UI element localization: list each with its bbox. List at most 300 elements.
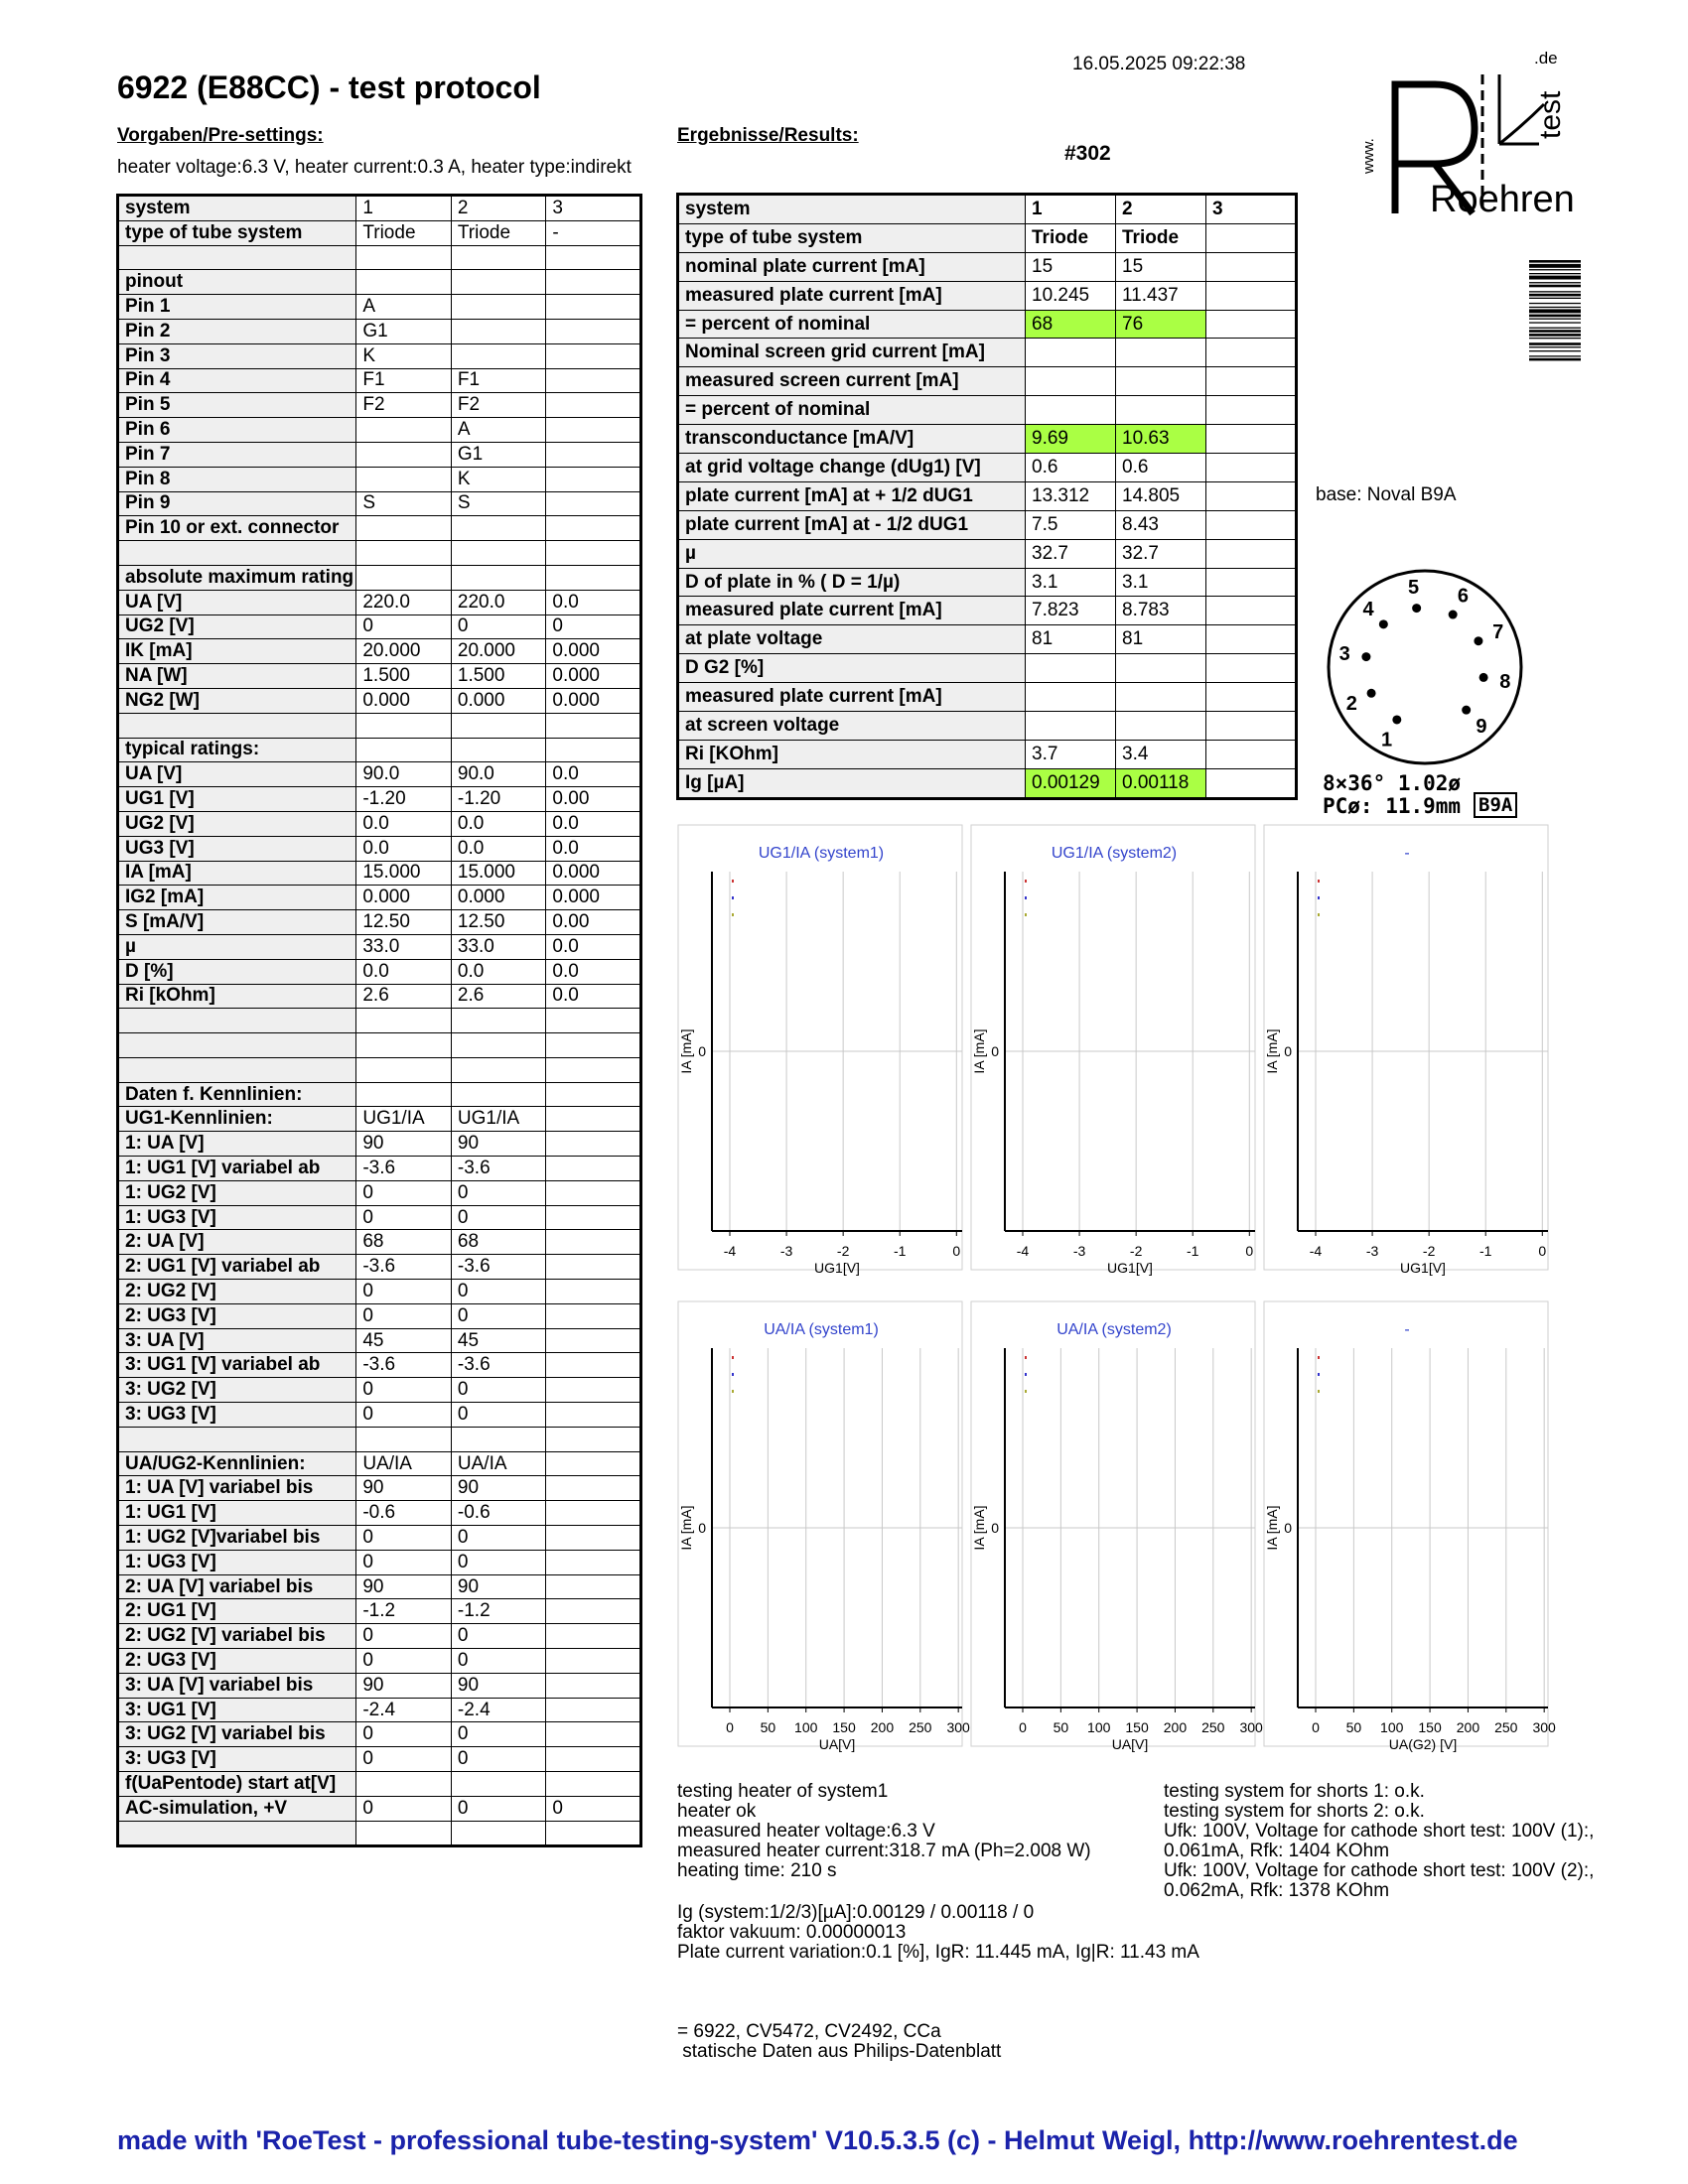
cell-system-3: 0.0 bbox=[546, 934, 641, 959]
presettings-row bbox=[118, 1673, 641, 1698]
row-label: 2: UG1 [V] bbox=[118, 1599, 356, 1624]
row-label: Pin 10 or ext. connector bbox=[118, 516, 356, 541]
cell-system-1: 20.000 bbox=[356, 639, 452, 664]
row-label: plate current [mA] at - 1/2 dUG1 bbox=[678, 510, 1026, 539]
cell-system-3 bbox=[546, 1280, 641, 1304]
y-tick-label: 0 bbox=[1284, 1520, 1292, 1536]
cell-system-3 bbox=[546, 270, 641, 295]
cell-system-2: 8.783 bbox=[1116, 597, 1206, 625]
x-tick-label: -2 bbox=[836, 1243, 850, 1259]
row-label: f(UaPentode) start at[V] bbox=[118, 1772, 356, 1797]
cell-system-3: 0.000 bbox=[546, 861, 641, 886]
results-row bbox=[678, 768, 1297, 798]
x-axis-label: UA(G2) [V] bbox=[1388, 1736, 1458, 1752]
cell-system-2: -1.20 bbox=[451, 787, 546, 812]
cell-system-3 bbox=[1206, 625, 1297, 654]
results-row bbox=[678, 740, 1297, 768]
base-pin-number: 2 bbox=[1345, 692, 1357, 715]
cell-system-1: 0 bbox=[356, 614, 452, 639]
cell-system-3: 0 bbox=[546, 614, 641, 639]
x-tick-label: 50 bbox=[760, 1719, 776, 1735]
cell-system-1: 0.6 bbox=[1026, 454, 1116, 482]
x-tick-label: 200 bbox=[1163, 1719, 1188, 1735]
row-label: 2: UG2 [V] bbox=[118, 1280, 356, 1304]
y-axis-label: IA [mA] bbox=[678, 1028, 694, 1074]
cell-system-1 bbox=[356, 1821, 452, 1846]
cell-system-1: 90 bbox=[356, 1673, 452, 1698]
cell-system-1 bbox=[356, 738, 452, 762]
logo-de: .de bbox=[1534, 49, 1558, 68]
cell-system-2: 0.6 bbox=[1116, 454, 1206, 482]
y-axis-label: IA [mA] bbox=[678, 1505, 694, 1551]
cell-system-3 bbox=[546, 713, 641, 738]
cell-system-1: 1.500 bbox=[356, 664, 452, 689]
results-row bbox=[678, 539, 1297, 568]
row-label: 3: UG3 [V] bbox=[118, 1403, 356, 1428]
barcode-bar bbox=[1529, 291, 1581, 292]
presettings-row bbox=[118, 343, 641, 368]
cell-system-3 bbox=[546, 1107, 641, 1132]
presettings-row bbox=[118, 713, 641, 738]
row-label: pinout bbox=[118, 270, 356, 295]
grid-current-notes bbox=[677, 1903, 1199, 1963]
presettings-row bbox=[118, 467, 641, 491]
cell-system-3 bbox=[546, 1427, 641, 1451]
row-label: measured plate current [mA] bbox=[678, 683, 1026, 712]
presettings-row bbox=[118, 959, 641, 984]
row-label bbox=[118, 245, 356, 270]
presettings-row bbox=[118, 590, 641, 614]
presettings-row bbox=[118, 664, 641, 689]
x-axis-label: UG1[V] bbox=[814, 1260, 860, 1276]
cell-system-1: 90 bbox=[356, 1132, 452, 1157]
cell-system-2: 0 bbox=[451, 1747, 546, 1772]
presettings-row bbox=[118, 1157, 641, 1181]
x-tick-label: 200 bbox=[1456, 1719, 1480, 1735]
row-label: 2: UG2 [V] variabel bis bbox=[118, 1624, 356, 1649]
cell-system-2: -3.6 bbox=[451, 1255, 546, 1280]
noval-base-diagram bbox=[1321, 568, 1529, 766]
cell-system-3 bbox=[546, 368, 641, 393]
row-label: 3: UA [V] bbox=[118, 1328, 356, 1353]
barcode-bar bbox=[1529, 350, 1581, 351]
cell-system-2: 0 bbox=[451, 1649, 546, 1674]
cell-system-1: 90 bbox=[356, 1476, 452, 1501]
row-label: typical ratings: bbox=[118, 738, 356, 762]
roehrentest-logo bbox=[1360, 45, 1579, 223]
cell-system-3: 0.000 bbox=[546, 639, 641, 664]
chart-title: UA/IA (system2) bbox=[1056, 1321, 1172, 1338]
results-row bbox=[678, 481, 1297, 510]
cell-system-2: 45 bbox=[451, 1328, 546, 1353]
cell-system-1: 0 bbox=[356, 1550, 452, 1574]
legend-dot bbox=[1318, 896, 1320, 899]
cell-system-1: 0 bbox=[356, 1624, 452, 1649]
cell-system-2: 3.1 bbox=[1116, 568, 1206, 597]
cell-system-3 bbox=[546, 1451, 641, 1476]
cell-system-2: -2.4 bbox=[451, 1698, 546, 1722]
cell-system-2: 0.0 bbox=[451, 811, 546, 836]
row-label: 1: UG1 [V] bbox=[118, 1501, 356, 1526]
x-tick-label: 0 bbox=[952, 1243, 961, 1259]
row-label bbox=[118, 541, 356, 566]
legend-dot bbox=[1025, 913, 1027, 916]
cell-system-1: -2.4 bbox=[356, 1698, 452, 1722]
barcode-bar bbox=[1529, 330, 1581, 333]
cell-system-2: 0 bbox=[451, 1722, 546, 1747]
row-label: Pin 1 bbox=[118, 295, 356, 320]
cell-system-2 bbox=[451, 738, 546, 762]
x-tick-label: 0 bbox=[1019, 1719, 1027, 1735]
cell-system-1 bbox=[356, 1057, 452, 1082]
presettings-row bbox=[118, 738, 641, 762]
cell-system-2: 11.437 bbox=[1116, 281, 1206, 310]
x-axis-label: UG1[V] bbox=[1400, 1260, 1446, 1276]
y-axis-label: IA [mA] bbox=[971, 1505, 987, 1551]
cell-system-3 bbox=[546, 1722, 641, 1747]
cell-system-1: 0 bbox=[356, 1526, 452, 1551]
row-label: UG2 [V] bbox=[118, 811, 356, 836]
row-label: µ bbox=[118, 934, 356, 959]
cell-system-1: 7.823 bbox=[1026, 597, 1116, 625]
cell-system-2 bbox=[1116, 654, 1206, 683]
barcode-bar bbox=[1529, 303, 1581, 304]
barcode-bar bbox=[1529, 355, 1581, 356]
row-label: AC-simulation, +V bbox=[118, 1796, 356, 1821]
cell-system-1: 0.000 bbox=[356, 688, 452, 713]
cell-system-3 bbox=[546, 1673, 641, 1698]
row-label: UG1 [V] bbox=[118, 787, 356, 812]
x-tick-label: -1 bbox=[1478, 1243, 1492, 1259]
presettings-row bbox=[118, 836, 641, 861]
cell-system-2: F1 bbox=[451, 368, 546, 393]
cell-system-2: -3.6 bbox=[451, 1157, 546, 1181]
base-pin-hole bbox=[1479, 673, 1488, 682]
row-label: measured plate current [mA] bbox=[678, 281, 1026, 310]
results-row bbox=[678, 223, 1297, 252]
cell-system-1: G1 bbox=[356, 319, 452, 343]
presettings-row bbox=[118, 1501, 641, 1526]
cell-system-1: 0 bbox=[356, 1180, 452, 1205]
cell-system-3 bbox=[546, 1378, 641, 1403]
cell-system-2 bbox=[451, 295, 546, 320]
cell-system-3 bbox=[546, 516, 641, 541]
cell-system-2: 90 bbox=[451, 1673, 546, 1698]
barcode-bar bbox=[1529, 269, 1581, 270]
presettings-row bbox=[118, 1009, 641, 1033]
presettings-line: heater voltage:6.3 V, heater current:0.3 A, heater type:indirekt bbox=[117, 157, 632, 178]
presettings-row bbox=[118, 1303, 641, 1328]
cell-system-2 bbox=[1116, 367, 1206, 396]
base-spec-line1: 8×36° 1.02ø bbox=[1323, 771, 1462, 795]
note-line: faktor vakuum: 0.00000013 bbox=[677, 1922, 907, 1943]
cell-system-3 bbox=[546, 418, 641, 443]
page-title: 6922 (E88CC) - test protocol bbox=[117, 69, 541, 105]
base-pin-number: 5 bbox=[1408, 576, 1420, 599]
cell-system-3: 0.000 bbox=[546, 886, 641, 910]
base-pin-hole bbox=[1361, 652, 1370, 661]
cell-system-3: 0 bbox=[546, 1796, 641, 1821]
presettings-row bbox=[118, 1353, 641, 1378]
x-tick-label: -3 bbox=[1072, 1243, 1086, 1259]
note-line: Ig (system:1/2/3)[µA]:0.00129 / 0.00118 / 0 bbox=[677, 1902, 1035, 1923]
cell-system-3 bbox=[546, 491, 641, 516]
row-label: D of plate in % ( D = 1/µ) bbox=[678, 568, 1026, 597]
row-label: 3: UG2 [V] variabel bis bbox=[118, 1722, 356, 1747]
presettings-row bbox=[118, 1574, 641, 1599]
note-line: statische Daten aus Philips-Datenblatt bbox=[677, 2041, 1002, 2062]
row-label bbox=[118, 1009, 356, 1033]
cell-system-2 bbox=[451, 1772, 546, 1797]
cell-system-1: 12.50 bbox=[356, 910, 452, 935]
base-outline bbox=[1329, 571, 1521, 763]
cell-system-1: 0.0 bbox=[356, 959, 452, 984]
row-label: Pin 5 bbox=[118, 393, 356, 418]
cell-system-3: 0.0 bbox=[546, 959, 641, 984]
cell-system-1 bbox=[1026, 712, 1116, 741]
cell-system-3 bbox=[546, 1649, 641, 1674]
cell-system-2: Triode bbox=[1116, 223, 1206, 252]
cell-system-1 bbox=[356, 541, 452, 566]
x-tick-label: 50 bbox=[1345, 1719, 1362, 1735]
cell-system-2: Triode bbox=[451, 220, 546, 245]
results-row bbox=[678, 597, 1297, 625]
heater-notes bbox=[677, 1782, 1091, 1881]
barcode-bar bbox=[1529, 273, 1581, 274]
cell-system-2: F2 bbox=[451, 393, 546, 418]
cell-system-2: 0 bbox=[451, 614, 546, 639]
row-label: UG2 [V] bbox=[118, 614, 356, 639]
cell-system-2: 15 bbox=[1116, 252, 1206, 281]
cell-system-1: Triode bbox=[1026, 223, 1116, 252]
base-pin-number: 9 bbox=[1476, 715, 1487, 738]
row-label: at plate voltage bbox=[678, 625, 1026, 654]
cell-system-3 bbox=[546, 738, 641, 762]
presettings-row bbox=[118, 1599, 641, 1624]
legend-dot bbox=[732, 1373, 734, 1376]
y-axis-label: IA [mA] bbox=[1264, 1028, 1280, 1074]
cell-system-1: 90 bbox=[356, 1574, 452, 1599]
note-line: measured heater voltage:6.3 V bbox=[677, 1821, 935, 1842]
cell-system-2: K bbox=[451, 467, 546, 491]
legend-dot bbox=[732, 913, 734, 916]
cell-system-1: 45 bbox=[356, 1328, 452, 1353]
row-label: D [%] bbox=[118, 959, 356, 984]
cell-system-2: 2 bbox=[1116, 195, 1206, 224]
presettings-row bbox=[118, 1378, 641, 1403]
barcode-bar bbox=[1529, 338, 1581, 339]
row-label: 2: UA [V] bbox=[118, 1230, 356, 1255]
cell-system-2: 90 bbox=[451, 1476, 546, 1501]
results-row bbox=[678, 195, 1297, 224]
cell-system-2: 15.000 bbox=[451, 861, 546, 886]
y-tick-label: 0 bbox=[991, 1520, 999, 1536]
cell-system-3 bbox=[546, 1353, 641, 1378]
row-label: type of tube system bbox=[118, 220, 356, 245]
cell-system-2 bbox=[451, 1427, 546, 1451]
cell-system-2: 0.0 bbox=[451, 836, 546, 861]
x-tick-label: 0 bbox=[1312, 1719, 1320, 1735]
x-tick-label: 300 bbox=[946, 1719, 970, 1735]
results-row bbox=[678, 683, 1297, 712]
note-line: Plate current variation:0.1 [%], IgR: 11.445 mA, Ig|R: 11.43 mA bbox=[677, 1942, 1199, 1963]
cell-system-3: 0.0 bbox=[546, 762, 641, 787]
cell-system-2: 76 bbox=[1116, 310, 1206, 339]
footer-credit: made with 'RoeTest - professional tube-testing-system' V10.5.3.5 (c) - Helmut Weigl, http://www.roehrentest.de bbox=[117, 2125, 1518, 2155]
presettings-row bbox=[118, 565, 641, 590]
results-row bbox=[678, 396, 1297, 425]
presettings-row bbox=[118, 368, 641, 393]
row-label: Pin 8 bbox=[118, 467, 356, 491]
cell-system-1: 220.0 bbox=[356, 590, 452, 614]
presettings-row bbox=[118, 787, 641, 812]
base-pin-number: 8 bbox=[1499, 671, 1511, 694]
row-label: Ri [kOhm] bbox=[118, 984, 356, 1009]
row-label: 1: UG1 [V] variabel ab bbox=[118, 1157, 356, 1181]
cell-system-1 bbox=[1026, 683, 1116, 712]
row-label: 1: UA [V] variabel bis bbox=[118, 1476, 356, 1501]
cell-system-2 bbox=[1116, 683, 1206, 712]
cell-system-2: 0.00118 bbox=[1116, 768, 1206, 798]
cell-system-3 bbox=[546, 1574, 641, 1599]
cell-system-2: 3.4 bbox=[1116, 740, 1206, 768]
cell-system-2: 0 bbox=[451, 1624, 546, 1649]
cell-system-2: 0.000 bbox=[451, 688, 546, 713]
row-label: Pin 4 bbox=[118, 368, 356, 393]
cell-system-2 bbox=[451, 319, 546, 343]
result-number: #302 bbox=[1064, 142, 1111, 165]
presettings-row bbox=[118, 393, 641, 418]
base-code-badge: B9A bbox=[1474, 792, 1517, 818]
legend-dot bbox=[1025, 896, 1027, 899]
presettings-table bbox=[116, 194, 642, 1847]
cell-system-1: 0 bbox=[356, 1303, 452, 1328]
cell-system-1: S bbox=[356, 491, 452, 516]
note-line: 0.062mA, Rfk: 1378 KOhm bbox=[1164, 1880, 1390, 1901]
presettings-row bbox=[118, 1698, 641, 1722]
results-table bbox=[676, 193, 1298, 800]
chart-title: - bbox=[1404, 1321, 1410, 1338]
cell-system-2 bbox=[451, 343, 546, 368]
chart-panel bbox=[678, 1301, 962, 1746]
cell-system-1: 10.245 bbox=[1026, 281, 1116, 310]
cell-system-3 bbox=[546, 1821, 641, 1846]
cell-system-1 bbox=[356, 442, 452, 467]
cell-system-3 bbox=[546, 1033, 641, 1058]
results-row bbox=[678, 454, 1297, 482]
base-pin-number: 4 bbox=[1362, 599, 1374, 621]
cell-system-3 bbox=[546, 1624, 641, 1649]
barcode-bar bbox=[1529, 322, 1581, 323]
cell-system-1: 68 bbox=[356, 1230, 452, 1255]
cell-system-2: 12.50 bbox=[451, 910, 546, 935]
cell-system-3 bbox=[546, 1132, 641, 1157]
chart-panel bbox=[1264, 825, 1548, 1270]
barcode-bar bbox=[1529, 282, 1581, 283]
barcode-bar bbox=[1529, 309, 1581, 313]
presettings-row bbox=[118, 541, 641, 566]
base-label: base: Noval B9A bbox=[1316, 484, 1457, 505]
cell-system-2: 2.6 bbox=[451, 984, 546, 1009]
cell-system-1: 2.6 bbox=[356, 984, 452, 1009]
row-label: Nominal screen grid current [mA] bbox=[678, 339, 1026, 367]
presettings-row bbox=[118, 196, 641, 221]
cell-system-2 bbox=[451, 1082, 546, 1107]
y-tick-label: 0 bbox=[698, 1043, 706, 1059]
cell-system-3 bbox=[1206, 425, 1297, 454]
row-label: 2: UG3 [V] bbox=[118, 1303, 356, 1328]
cell-system-3 bbox=[546, 1205, 641, 1230]
cell-system-3 bbox=[1206, 683, 1297, 712]
cell-system-2: 0 bbox=[451, 1205, 546, 1230]
cell-system-1 bbox=[356, 713, 452, 738]
barcode-bar bbox=[1529, 260, 1581, 263]
barcode-bar bbox=[1529, 294, 1581, 297]
x-tick-label: 0 bbox=[1538, 1243, 1547, 1259]
presettings-row bbox=[118, 1205, 641, 1230]
cell-system-3 bbox=[546, 1009, 641, 1033]
cell-system-3 bbox=[546, 1550, 641, 1574]
cell-system-3 bbox=[546, 1599, 641, 1624]
presettings-row bbox=[118, 861, 641, 886]
cell-system-2: 0 bbox=[451, 1526, 546, 1551]
row-label: 3: UA [V] variabel bis bbox=[118, 1673, 356, 1698]
x-tick-label: 200 bbox=[870, 1719, 895, 1735]
row-label: Pin 6 bbox=[118, 418, 356, 443]
legend-dot bbox=[732, 1390, 734, 1393]
cell-system-2: 0 bbox=[451, 1378, 546, 1403]
cell-system-3 bbox=[546, 1303, 641, 1328]
row-label: D G2 [%] bbox=[678, 654, 1026, 683]
cell-system-3 bbox=[1206, 539, 1297, 568]
cell-system-3 bbox=[546, 1328, 641, 1353]
presettings-row bbox=[118, 1427, 641, 1451]
row-label: 1: UG3 [V] bbox=[118, 1205, 356, 1230]
cell-system-3 bbox=[1206, 281, 1297, 310]
base-pin-hole bbox=[1462, 706, 1471, 715]
row-label: Pin 3 bbox=[118, 343, 356, 368]
cell-system-1 bbox=[356, 1033, 452, 1058]
presettings-row bbox=[118, 762, 641, 787]
x-tick-label: -2 bbox=[1129, 1243, 1143, 1259]
row-label: 3: UG1 [V] variabel ab bbox=[118, 1353, 356, 1378]
base-pin-number: 7 bbox=[1492, 621, 1504, 644]
legend-dot bbox=[1025, 1373, 1027, 1376]
chart-panel bbox=[971, 825, 1255, 1270]
legend-dot bbox=[1318, 1373, 1320, 1376]
presettings-row bbox=[118, 886, 641, 910]
barcode-bar bbox=[1529, 298, 1581, 299]
cell-system-2 bbox=[451, 565, 546, 590]
x-axis-label: UG1[V] bbox=[1107, 1260, 1153, 1276]
cell-system-1: 0 bbox=[356, 1722, 452, 1747]
note-line: heater ok bbox=[677, 1801, 757, 1822]
barcode bbox=[1529, 260, 1581, 431]
chart-panel bbox=[1264, 1301, 1548, 1746]
cell-system-1: UA/IA bbox=[356, 1451, 452, 1476]
cell-system-1 bbox=[356, 1772, 452, 1797]
chart-panel bbox=[971, 1301, 1255, 1746]
cell-system-3: - bbox=[546, 220, 641, 245]
legend-dot bbox=[732, 880, 734, 883]
x-tick-label: 100 bbox=[794, 1719, 818, 1735]
legend-dot bbox=[1318, 913, 1320, 916]
cell-system-3 bbox=[1206, 568, 1297, 597]
row-label: measured screen current [mA] bbox=[678, 367, 1026, 396]
cell-system-3 bbox=[1206, 597, 1297, 625]
cell-system-2: 90 bbox=[451, 1574, 546, 1599]
cell-system-2: 81 bbox=[1116, 625, 1206, 654]
